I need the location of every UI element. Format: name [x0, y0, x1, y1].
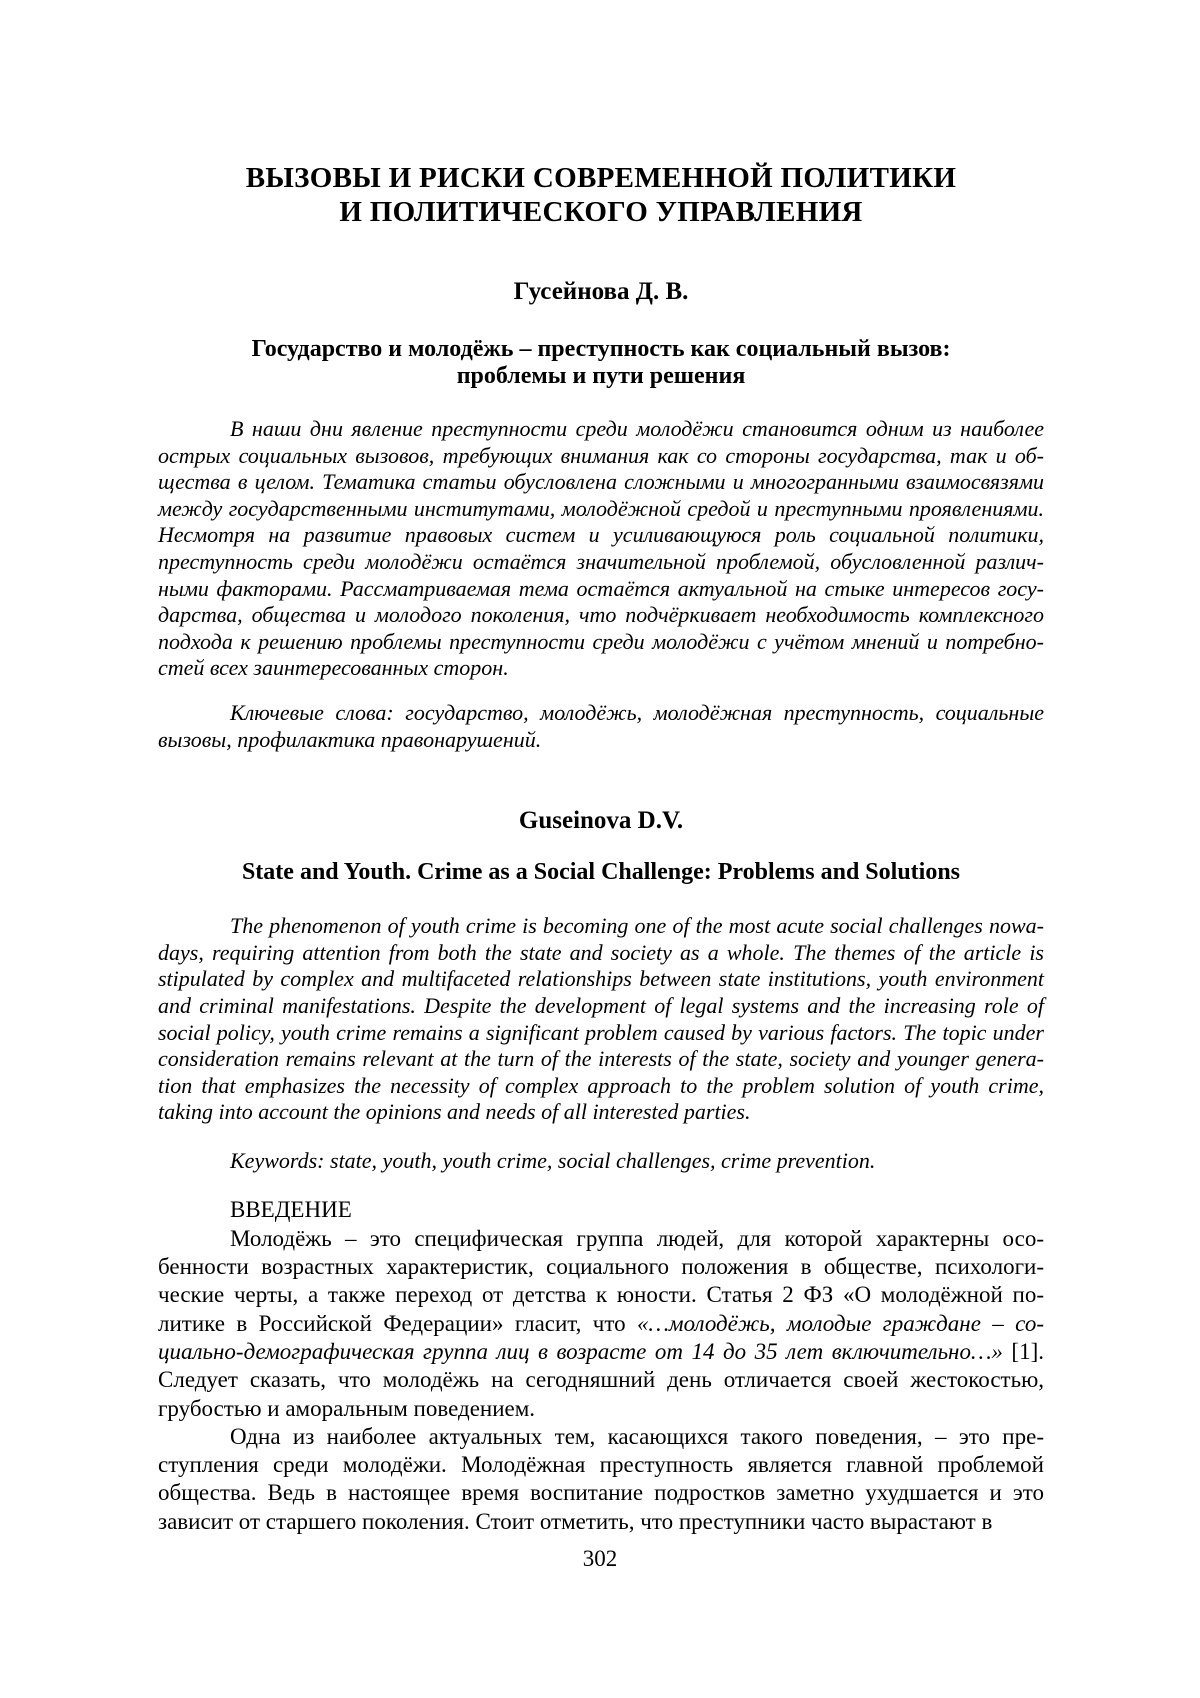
page-content — [158, 0, 1044, 1536]
keywords-russian: Ключевые слова: государство, молодёжь, молодёжная преступность, социальные вызовы, профилактика правонарушений. — [158, 699, 1044, 752]
introduction-paragraph-2: Одна из наиболее актуальных тем, касающихся такого поведения, – это преступления среди молодёжи. Молодёжная преступность является главной проблемой общества. Ведь в настоящее время воспитание подростков заметно ухудшается и это зависит от старшего поколения. Стоит отметить, что преступники часто вырастают в — [158, 1423, 1044, 1534]
introduction-paragraph-1 — [158, 1225, 1044, 1423]
inline-law-quote-italic: «…молодёжь, молодые граждане – социально-демографическая группа лиц в возрасте от 14 до 35 лет включительно…» — [158, 1310, 1044, 1364]
journal-section-title-line2: И ПОЛИТИЧЕСКОГО УПРАВЛЕНИЯ — [339, 196, 863, 228]
article-title-russian-line2: проблемы и пути решения — [456, 363, 746, 389]
paragraph-text-run: [1]. Следует сказать, что молодёжь на сегодняшний день отличается своей жестокостью, грубостью и аморальным поведением. — [158, 1338, 1044, 1421]
abstract-russian: В наши дни явление преступности среди молодёжи становится одним из наиболее острых социальных вызовов, требующих внимания как со стороны государства, так и общества в целом. Тематика статьи обусловлена сложными и многогранными взаимосвязями между государственными институтами, молодёжной средой и преступными проявлениями. Несмотря на развитие правовых систем и усиливающуюся роль социальной политики, преступность среди молодёжи остаётся значительной проблемой, обусловленной различными факторами. Рассматриваемая тема остаётся актуальной на стыке интересов государства, общества и молодого поколения, что подчёркивает необходимость комплексного подхода к решению проблемы преступности среди молодёжи с учётом мнений и потребностей всех заинтересованных сторон. — [158, 416, 1044, 681]
abstract-english: The phenomenon of youth crime is becoming one of the most acute social challenges nowadays, requiring attention from both the state and society as a whole. The themes of the article is stipulated by complex and multifaceted relationships between state institutions, youth environment and criminal manifestations. Despite the development of legal systems and the increasing role of social policy, youth crime remains a significant problem caused by various factors. The topic under consideration remains relevant at the turn of the interests of the state, society and younger generation that emphasizes the necessity of complex approach to the problem solution of youth crime, taking into account the opinions and needs of all interested parties. — [158, 913, 1044, 1125]
article-title-russian-line1: Государство и молодёжь – преступность как социальный вызов: — [251, 336, 951, 362]
journal-section-title — [158, 161, 1044, 229]
journal-section-title-line1: ВЫЗОВЫ И РИСКИ СОВРЕМЕННОЙ ПОЛИТИКИ — [245, 162, 957, 194]
paragraph-text-run: Молодёжь – это специфическая группа людей, для которой характерны особенности возрастных характеристик, социального положения в обществе, психологические черты, а также переход от детства к юности. Статья 2 ФЗ «О молодёжной политике в Российской Федерации» гласит, что — [158, 1225, 1044, 1336]
keywords-english: Keywords: state, youth, youth crime, social challenges, crime prevention. — [230, 1147, 876, 1173]
article-title-english: State and Youth. Crime as a Social Challenge: Problems and Solutions — [241, 859, 961, 886]
introduction-heading: ВВЕДЕНИЕ — [230, 1197, 352, 1223]
page-number: 302 — [582, 1546, 618, 1571]
author-name-russian: Гусейнова Д. В. — [513, 278, 689, 305]
article-title-russian — [158, 336, 1044, 390]
author-name-english: Guseinova D.V. — [518, 807, 684, 835]
